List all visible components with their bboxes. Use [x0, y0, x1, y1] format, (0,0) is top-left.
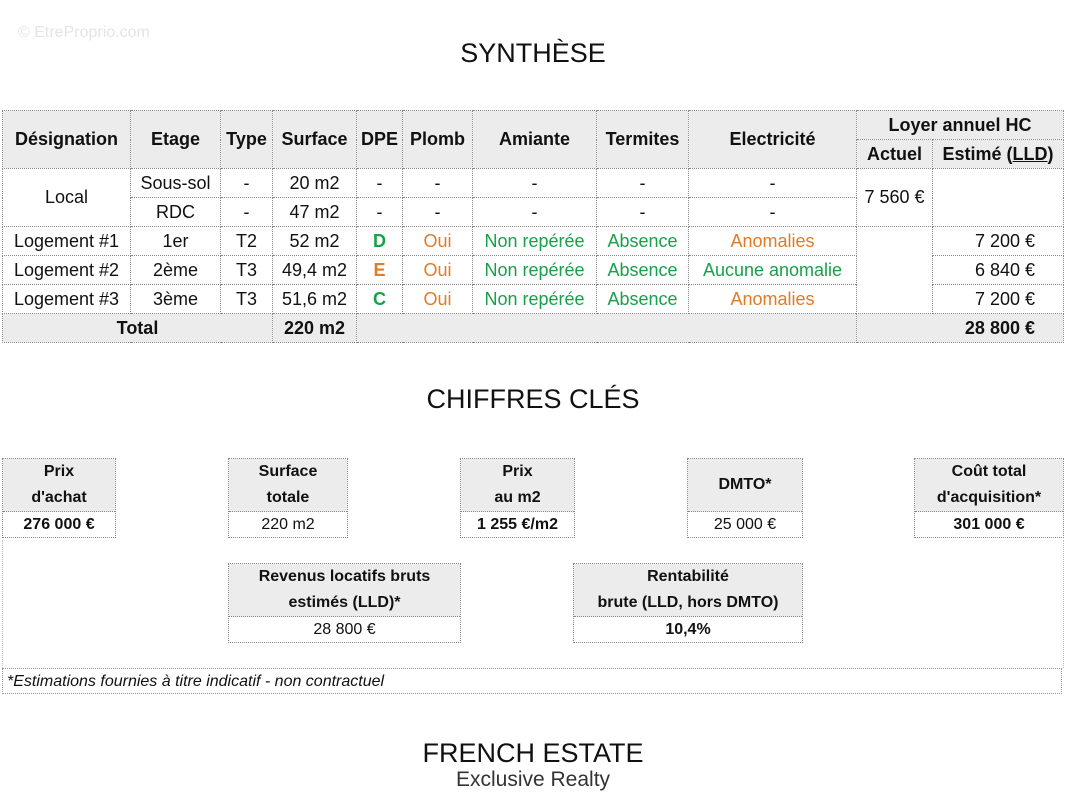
cell-surface: 49,4 m2: [273, 256, 357, 285]
dmto-line1: DMTO*: [718, 476, 772, 493]
cell-etage: 3ème: [131, 285, 221, 314]
header-plomb: Plomb: [403, 111, 473, 169]
cout-total-label: [915, 459, 1063, 512]
cell-termites: -: [597, 198, 689, 227]
prix-m2-line1: Prix: [502, 463, 533, 480]
brand-tagline: Exclusive Realty: [455, 768, 611, 791]
prix-achat-value: 276 000 €: [23, 516, 95, 533]
cout-total-box: [914, 458, 1064, 538]
cell-amiante: -: [473, 198, 597, 227]
header-surface: Surface: [273, 111, 357, 169]
header-designation: Désignation: [3, 111, 131, 169]
cell-electricite: Anomalies: [689, 285, 857, 314]
cell-amiante: Non repérée: [473, 285, 597, 314]
prix-achat-box: [2, 458, 116, 538]
table-row: [3, 169, 1064, 198]
cell-dpe: -: [357, 169, 403, 198]
cell-type: T3: [221, 256, 273, 285]
cell-termites: Absence: [597, 256, 689, 285]
rentabilite-line1: Rentabilité: [647, 568, 729, 585]
cell-termites: Absence: [597, 227, 689, 256]
rentabilite-label: [574, 564, 802, 617]
cell-plomb: -: [403, 198, 473, 227]
total-surface: 220 m2: [273, 314, 357, 343]
estime-prefix: Estimé (: [942, 143, 1013, 164]
total-loyer: 28 800 €: [857, 314, 1064, 343]
header-row: [3, 111, 1064, 140]
surface-totale-value: 220 m2: [261, 516, 315, 533]
header-type: Type: [221, 111, 273, 169]
cell-electricite: -: [689, 198, 857, 227]
estime-lld: LLD: [1012, 143, 1048, 164]
cell-electricite: Anomalies: [689, 227, 857, 256]
rentabilite-value: 10,4%: [665, 621, 711, 638]
chiffres-title: CHIFFRES CLÉS: [426, 384, 640, 414]
cell-surface: 51,6 m2: [273, 285, 357, 314]
cell-surface: 20 m2: [273, 169, 357, 198]
cell-amiante: Non repérée: [473, 256, 597, 285]
cell-termites: Absence: [597, 285, 689, 314]
synthese-title: SYNTHÈSE: [460, 38, 606, 68]
brand-name: FRENCH ESTATE: [422, 738, 644, 768]
cell-estime: 7 200 €: [933, 227, 1064, 256]
cell-dpe: -: [357, 198, 403, 227]
cell-designation: Logement #3: [3, 285, 131, 314]
table-row: [3, 227, 1064, 256]
header-actuel: Actuel: [857, 140, 933, 169]
cell-etage: RDC: [131, 198, 221, 227]
surface-totale-label: [229, 459, 347, 512]
cell-plomb: -: [403, 169, 473, 198]
dmto-value: 25 000 €: [713, 516, 777, 533]
header-termites: Termites: [597, 111, 689, 169]
prix-m2-line2: au m2: [494, 489, 541, 506]
prix-achat-line2: d'achat: [31, 489, 87, 506]
cell-etage: 2ème: [131, 256, 221, 285]
cell-amiante: Non repérée: [473, 227, 597, 256]
cout-total-line1: Coût total: [951, 463, 1027, 480]
cell-dpe: D: [357, 227, 403, 256]
cell-etage: Sous-sol: [131, 169, 221, 198]
header-amiante: Amiante: [473, 111, 597, 169]
estime-suffix: ): [1047, 143, 1054, 164]
watermark: © EtreProprio.com: [18, 24, 150, 41]
surface-totale-box: [228, 458, 348, 538]
prix-m2-value: 1 255 €/m2: [477, 516, 558, 533]
cell-termites: -: [597, 169, 689, 198]
cell-plomb: Oui: [403, 227, 473, 256]
cell-type: T2: [221, 227, 273, 256]
revenus-box: [228, 563, 461, 643]
header-etage: Etage: [131, 111, 221, 169]
cell-type: -: [221, 198, 273, 227]
cell-amiante: -: [473, 169, 597, 198]
cout-total-value: 301 000 €: [953, 516, 1025, 533]
cell-dpe: C: [357, 285, 403, 314]
total-spacer: [357, 314, 857, 343]
dmto-box: [687, 458, 803, 538]
cell-surface: 47 m2: [273, 198, 357, 227]
cell-surface: 52 m2: [273, 227, 357, 256]
total-row: [3, 314, 1064, 343]
synthese-table: [2, 110, 1064, 343]
header-electricite: Electricité: [689, 111, 857, 169]
rentabilite-box: [573, 563, 803, 643]
header-dpe: DPE: [357, 111, 403, 169]
surface-totale-line2: totale: [266, 489, 310, 506]
cell-designation: Logement #2: [3, 256, 131, 285]
local-designation: Local: [3, 169, 131, 227]
prix-achat-label: [3, 459, 115, 512]
local-loyer-estime: [933, 169, 1064, 227]
rentabilite-line2: brute (LLD, hors DMTO): [597, 594, 779, 611]
header-estime: [933, 140, 1064, 169]
header-loyer: Loyer annuel HC: [857, 111, 1064, 140]
disclaimer-note: *Estimations fournies à titre indicatif - non contractuel: [2, 668, 1062, 694]
cell-electricite: Aucune anomalie: [689, 256, 857, 285]
cell-electricite: -: [689, 169, 857, 198]
total-label: Total: [3, 314, 273, 343]
local-loyer-actuel: 7 560 €: [857, 169, 933, 227]
cell-plomb: Oui: [403, 285, 473, 314]
cell-estime: 6 840 €: [933, 256, 1064, 285]
cell-type: -: [221, 169, 273, 198]
prix-m2-label: [461, 459, 574, 512]
cout-total-line2: d'acquisition*: [936, 489, 1042, 506]
chiffres-panel: [2, 540, 1064, 668]
cell-type: T3: [221, 285, 273, 314]
revenus-label: [229, 564, 460, 617]
prix-achat-line1: Prix: [43, 463, 75, 480]
surface-totale-line1: Surface: [258, 463, 318, 480]
cell-designation: Logement #1: [3, 227, 131, 256]
prix-m2-box: [460, 458, 575, 538]
revenus-line1: Revenus locatifs bruts: [258, 568, 431, 585]
cell-dpe: E: [357, 256, 403, 285]
revenus-line2: estimés (LLD)*: [288, 594, 401, 611]
dmto-label: [688, 459, 802, 512]
logements-loyer-actuel: [857, 227, 933, 314]
cell-plomb: Oui: [403, 256, 473, 285]
revenus-value: 28 800 €: [313, 621, 376, 638]
cell-etage: 1er: [131, 227, 221, 256]
cell-estime: 7 200 €: [933, 285, 1064, 314]
